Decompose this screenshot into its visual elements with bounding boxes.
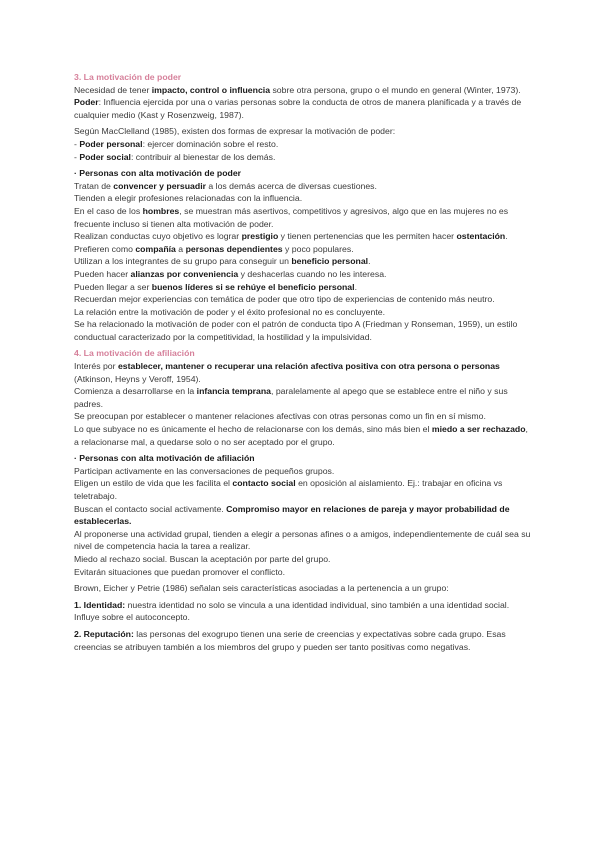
affiliation-subheading: · Personas con alta motivación de afiliación xyxy=(74,453,255,464)
power-trait: Se ha relacionado la motivación de poder con el patrón de conducta tipo A (Friedman y Ronseman, 1959), un estilo conductual caracterizado por la competitividad, la hostilidad y la impulsividad. xyxy=(74,319,518,342)
group-characteristics-intro: Brown, Eicher y Petrie (1986) señalan seis características asociadas a la pertenencia a un grupo: xyxy=(74,583,449,594)
power-concept: Poder: Influencia ejercida por una o varias personas sobre la conducta de otros de manera planificada y a través de cualquier medio (Kast y Rosenzweig, 1987). xyxy=(74,97,522,120)
power-social: - Poder social: contribuir al bienestar de los demás. xyxy=(74,151,276,162)
affiliation-paragraph: Se preocupan por establecer o mantener relaciones afectivas con otras personas como un fin en sí mismo. xyxy=(74,411,486,422)
power-trait: En el caso de los hombres, se muestran más asertivos, competitivos y agresivos, algo que en las mujeres no es frecuente incluso si tienen alta motivación de poder. xyxy=(74,205,509,229)
power-trait: Tratan de convencer y persuadir a los demás acerca de diversas cuestiones. xyxy=(74,180,377,191)
power-trait: Utilizan a los integrantes de su grupo para conseguir un beneficio personal. xyxy=(74,256,371,267)
affiliation-trait: Evitarán situaciones que puedan promover el conflicto. xyxy=(74,566,286,577)
power-definition: Necesidad de tener impacto, control o influencia sobre otra persona, grupo o el mundo en general (Winter, 1973). xyxy=(74,84,521,95)
affiliation-trait: Buscan el contacto social activamente. Compromiso mayor en relaciones de pareja y mayor probabilidad de establecerlas. xyxy=(74,503,510,527)
section-3-title: 3. La motivación de poder xyxy=(74,72,182,82)
power-subheading: · Personas con alta motivación de poder xyxy=(74,168,242,179)
affiliation-definition: Interés por establecer, mantener o recuperar una relación afectiva positiva con otra persona o personas (Atkinson, Heyns y Veroff, 1954). xyxy=(74,361,500,384)
affiliation-paragraph: Lo que subyace no es únicamente el hecho de relacionarse con los demás, sino más bien el miedo a ser rechazado, a relacionarse mal, a quedarse solo o no ser aceptado por el grupo. xyxy=(74,424,528,447)
characteristic-identity: 1. Identidad: nuestra identidad no solo se vincula a una identidad individual, sino también a una identidad social. Influye sobre el autoconcepto. xyxy=(74,599,510,623)
affiliation-trait: Miedo al rechazo social. Buscan la aceptación por parte del grupo. xyxy=(74,553,331,564)
power-trait: Prefieren como compañía a personas dependientes y poco populares. xyxy=(74,243,354,254)
power-trait: Recuerdan mejor experiencias con temática de poder que otro tipo de experiencias de contenido más neutro. xyxy=(74,294,495,305)
power-personal: - Poder personal: ejercer dominación sobre el resto. xyxy=(74,138,279,149)
affiliation-origin: Comienza a desarrollarse en la infancia temprana, paralelamente al apego que se establece entre el niño y sus padres. xyxy=(74,386,508,409)
affiliation-trait: Al proponerse una actividad grupal, tienden a elegir a personas afines o a amigos, independientemente de cuál sea su nivel de competencia hacia la tarea a realizar. xyxy=(74,528,531,552)
power-trait: Pueden hacer alianzas por conveniencia y deshacerlas cuando no les interesa. xyxy=(74,268,387,279)
document-page xyxy=(74,71,534,653)
power-trait: Pueden llegar a ser buenos líderes si se rehúye el beneficio personal. xyxy=(74,281,357,292)
power-trait: La relación entre la motivación de poder y el éxito profesional no es concluyente. xyxy=(74,306,386,317)
section-4-title: 4. La motivación de afiliación xyxy=(74,348,195,359)
characteristic-reputation: 2. Reputación: las personas del exogrupo tienen una serie de creencias y expectativas sobre cada grupo. Esas creencias se atribuyen también a los miembros del grupo y pueden ser tanto positivas como negativas. xyxy=(74,628,506,652)
power-trait: Tienden a elegir profesiones relacionadas con la influencia. xyxy=(74,193,303,204)
affiliation-trait: Eligen un estilo de vida que les facilita el contacto social en oposición al aislamiento. Ej.: trabajar en oficina vs teletrabajo. xyxy=(74,478,503,501)
mcclelland-intro: Según MacClelland (1985), existen dos formas de expresar la motivación de poder: xyxy=(74,126,396,137)
power-trait: Realizan conductas cuyo objetivo es lograr prestigio y tienen pertenencias que les permiten hacer ostentación. xyxy=(74,231,508,242)
affiliation-trait: Participan activamente en las conversaciones de pequeños grupos. xyxy=(74,465,335,476)
